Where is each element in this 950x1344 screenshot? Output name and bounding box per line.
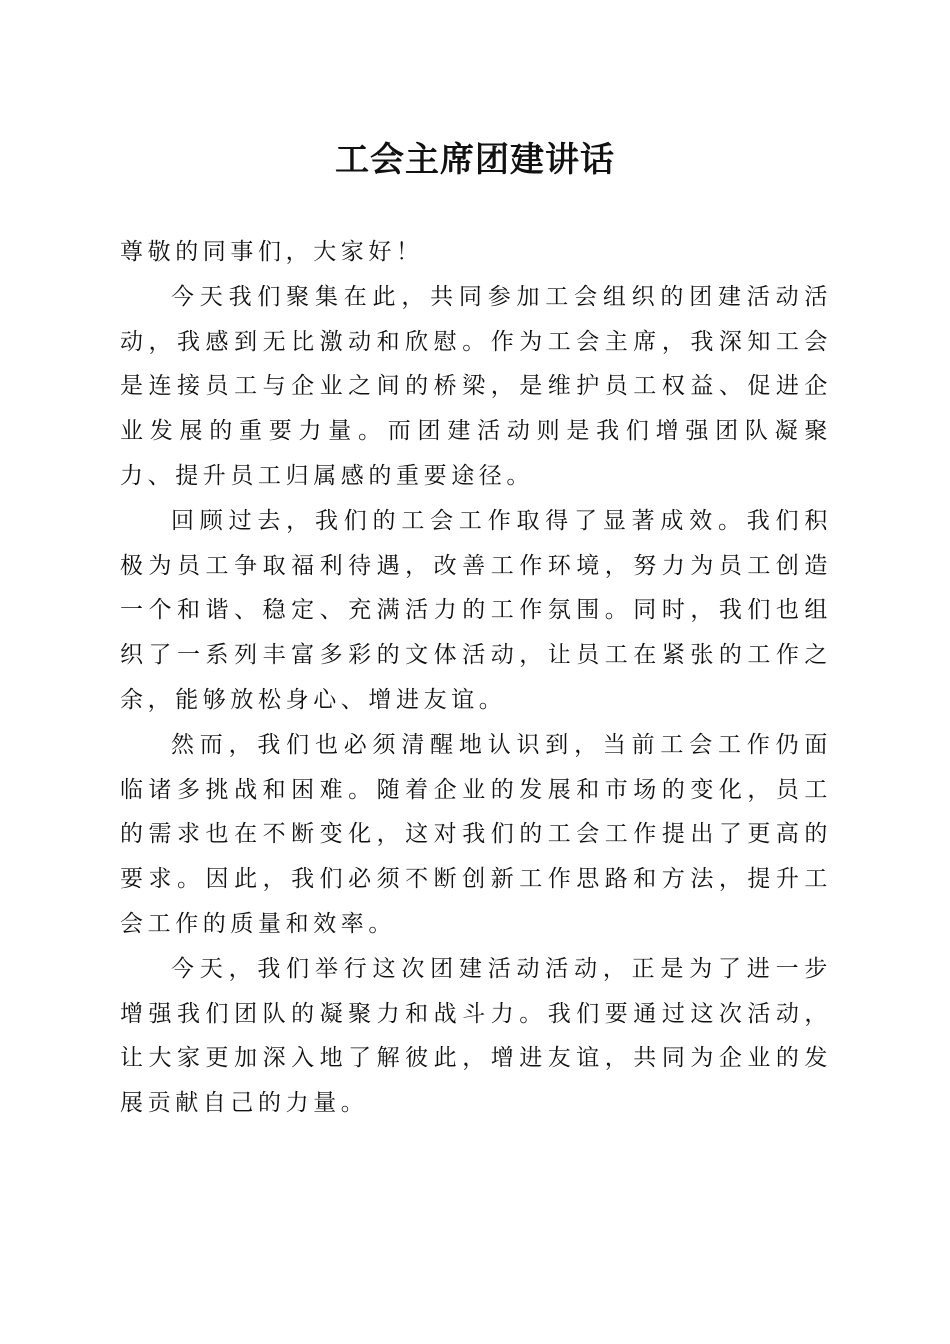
paragraph-4: 今天，我们举行这次团建活动活动，正是为了进一步增强我们团队的凝聚力和战斗力。我们要通过这次活动，让大家更加深入地了解彼此，增进友谊，共同为企业的发展贡献自己的力量。 bbox=[120, 955, 832, 1117]
paragraph-3: 然而，我们也必须清醒地认识到，当前工会工作仍面临诸多挑战和困难。随着企业的发展和市场的变化，员工的需求也在不断变化，这对我们的工会工作提出了更高的要求。因此，我们必须不断创新工作思路和方法，提升工会工作的质量和效率。 bbox=[120, 731, 832, 937]
paragraph-1: 今天我们聚集在此，共同参加工会组织的团建活动活动，我感到无比激动和欣慰。作为工会主席，我深知工会是连接员工与企业之间的桥梁，是维护员工权益、促进企业发展的重要力量。而团建活动则是我们增强团队凝聚力、提升员工归属感的重要途径。 bbox=[120, 283, 832, 489]
paragraph-2: 回顾过去，我们的工会工作取得了显著成效。我们积极为员工争取福利待遇，改善工作环境，努力为员工创造一个和谐、稳定、充满活力的工作氛围。同时，我们也组织了一系列丰富多彩的文体活动，让员工在紧张的工作之余，能够放松身心、增进友谊。 bbox=[120, 507, 832, 713]
greeting: 尊敬的同事们，大家好！ bbox=[120, 239, 424, 265]
page-title: 工会主席团建讲话 bbox=[335, 140, 615, 180]
document-body bbox=[120, 230, 832, 1126]
